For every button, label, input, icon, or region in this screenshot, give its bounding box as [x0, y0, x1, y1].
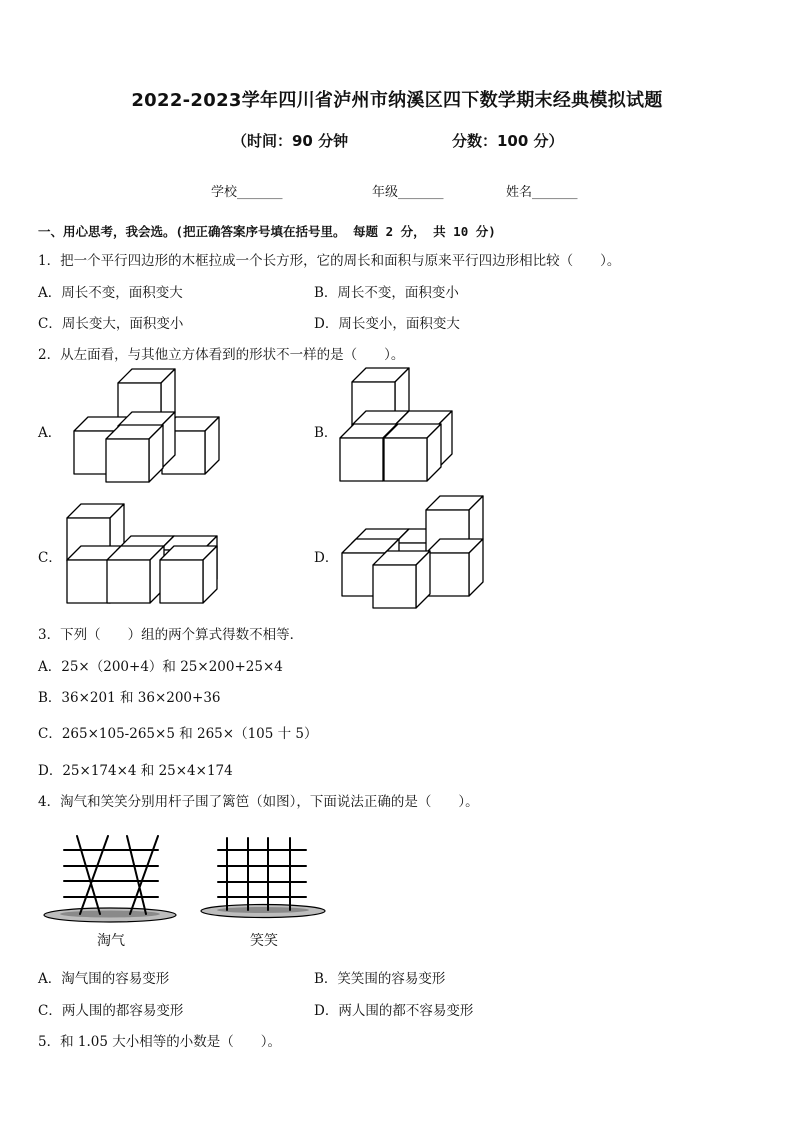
cube-figure-d	[335, 497, 495, 612]
question-3-option-a: A．25×（200+4）和 25×200+25×4	[38, 659, 283, 675]
cube-figure-c	[60, 497, 230, 612]
question-3-option-c: C．265×105-265×5 和 265×（105 十 5）	[38, 726, 318, 742]
question-1-option-c: C．周长变大，面积变小	[38, 316, 184, 332]
exam-time: （时间：90 分钟	[232, 132, 349, 150]
question-2-option-b: B．	[314, 425, 338, 441]
exam-score: 分数：100 分）	[452, 132, 564, 150]
question-4-option-b: B．笑笑围的容易变形	[314, 971, 446, 987]
question-2-option-c: C．	[38, 550, 62, 566]
question-2-option-a: A．	[38, 425, 62, 441]
grade-field: 年级_______	[372, 185, 444, 200]
question-3-stem: 3．下列（ ）组的两个算式得数不相等．	[38, 627, 304, 643]
question-4-option-a: A．淘气围的容易变形	[38, 971, 170, 987]
question-3-option-b: B．36×201 和 36×200+36	[38, 690, 221, 706]
question-5-stem: 5．和 1.05 大小相等的小数是（ ）。	[38, 1034, 281, 1050]
fence-figure-taoqi	[42, 828, 182, 928]
question-4-option-d: D．两人围的都不容易变形	[314, 1003, 474, 1019]
question-1-stem: 1．把一个平行四边形的木框拉成一个长方形，它的周长和面积与原来平行四边形相比较（ ）。	[38, 253, 621, 269]
question-1-option-d: D．周长变小，面积变大	[314, 316, 460, 332]
fence-label-taoqi: 淘气	[97, 933, 125, 949]
fence-figure-xiaoxiao	[200, 835, 330, 925]
cube-figure-b	[330, 365, 460, 490]
question-2-stem: 2．从左面看，与其他立方体看到的形状不一样的是（ ）。	[38, 347, 405, 363]
question-4-stem: 4．淘气和笑笑分别用杆子围了篱笆（如图），下面说法正确的是（ ）。	[38, 794, 479, 810]
question-1-option-a: A．周长不变，面积变大	[38, 285, 183, 301]
question-2-option-d: D．	[314, 550, 339, 566]
question-3-option-d: D．25×174×4 和 25×4×174	[38, 763, 233, 779]
fence-label-xiaoxiao: 笑笑	[250, 933, 278, 949]
section-heading: 一、用心思考，我会选。(把正确答案序号填在括号里。 每题 2 分， 共 10 分)	[38, 224, 496, 239]
question-1-option-b: B．周长不变，面积变小	[314, 285, 459, 301]
question-4-option-c: C．两人围的都容易变形	[38, 1003, 184, 1019]
page-title: 2022-2023学年四川省泸州市纳溪区四下数学期末经典模拟试题	[131, 90, 663, 111]
school-field: 学校_______	[211, 185, 283, 200]
cube-figure-a	[60, 365, 230, 490]
name-field: 姓名_______	[506, 185, 578, 200]
